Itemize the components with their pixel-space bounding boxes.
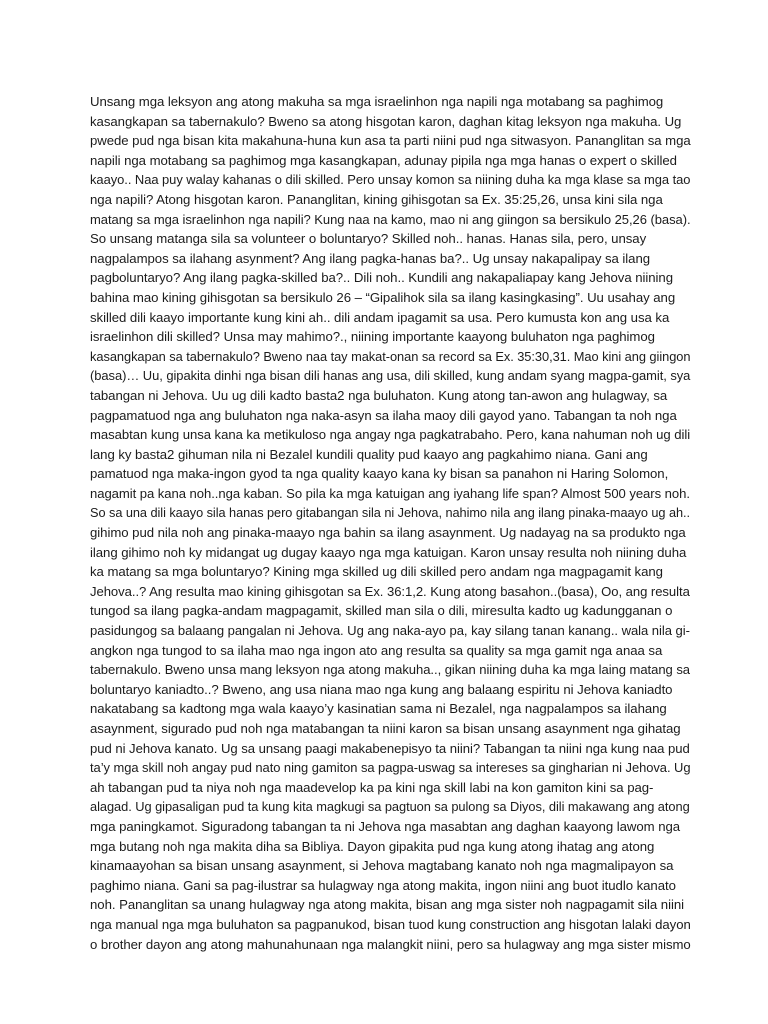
text-line: nga manual nga mga buluhaton sa pagpanukod, bisan tuod kung construction ang hisgotan lalaki dayon xyxy=(90,916,691,932)
text-line: tungod sa ilang pagka-andam magpagamit, skilled man sila o dili, miresulta kadto ug kadungganan o xyxy=(90,603,673,619)
text-line: pud ni Jehova kanato. Ug sa unsang paagi makabenepisyo ta niini? Tabangan ta niini nga kung naa pud xyxy=(90,740,690,756)
text-line: ah tabangan pud ta niya noh nga maadevelop ka pa kini nga skill labi na kon gamiton kini sa pag- xyxy=(90,779,654,795)
text-line: mga paningkamot. Siguradong tabangan ta ni Jehova nga masabtan ang daghan kaayong lawom nga xyxy=(90,818,681,834)
text-line: lang ky basta2 gihuman nila ni Bezalel kundili quality pud kaayo ang pagkahimo niana. Gani ang xyxy=(90,446,648,462)
text-line: pagboluntaryo? Ang ilang pagka-skilled ba?.. Dili noh.. Kundili ang nakapaliapay kang Jehova niining xyxy=(90,270,673,286)
text-line: paghimo niana. Gani sa pag-ilustrar sa hulagway nga atong makita, ingon niini ang buot itudlo kanato xyxy=(90,877,676,893)
text-line: ka matang sa mga boluntaryo? Kining mga skilled ug dili skilled pero andam nga magpagamit kang xyxy=(90,564,663,580)
text-line: tabangan ni Jehova. Uu ug dili kadto basta2 nga buluhaton. Kung atong tan-awon ang hulagway, sa xyxy=(90,387,668,403)
text-line: nga napili? Atong hisgotan karon. Pananglitan, kining gihisgotan sa Ex. 35:25,26, unsa kini sila nga xyxy=(90,191,663,207)
text-line: kinamaayohan sa bisan unsang asaynment, si Jehova magtabang kanato noh nga magmalipayon sa xyxy=(90,858,674,874)
text-line: angkon nga tungod to sa ilaha mao nga ingon ato ang resulta sa quality sa mga gamit nga anaa sa xyxy=(90,642,663,658)
text-line: ta’y mga skill noh angay pud nato ning gamiton sa pagpa-uswag sa intereses sa gingharian ni Jehova. Ug xyxy=(90,760,691,776)
text-line: kasangkapan sa tabernakulo? Bweno naa tay makat-onan sa record sa Ex. 35:30,31. Mao kini ang giingon xyxy=(90,348,691,364)
text-line: alagad. Ug gipasaligan pud ta kung kita magkugi sa pagtuon sa pulong sa Diyos, dili makawang ang atong xyxy=(90,799,690,815)
text-line: (basa)… Uu, gipakita dinhi nga bisan dili hanas ang usa, dili skilled, kung andam syang magpa-gamit, sya xyxy=(90,368,691,384)
text-line: israelinhon dili skilled? Unsa may mahimo?., niining importante kaayong buluhaton nga paghimog xyxy=(90,329,655,345)
text-line: masabtan kung unsa kana ka metikuloso nga angay nga pagkatrabaho. Pero, kana nahuman noh ug dili xyxy=(90,427,691,443)
text-line: gihimo pud nila noh ang pinaka-maayo nga bahin sa ilang asaynment. Ug nadayag na sa produkto nga xyxy=(90,525,686,541)
text-line: pasidungog sa balaang pangalan ni Jehova. Ug ang naka-ayo pa, kay silang tanan kanang.. wala nila gi- xyxy=(90,623,690,639)
text-line: ilang gihimo noh ky midangat ug dugay kaayo nga mga katuigan. Karon unsay resulta noh niining duha xyxy=(90,544,687,560)
text-line: napili nga motabang sa paghimog mga kasangkapan, adunay pipila nga mga hanas o expert o skilled xyxy=(90,152,677,168)
text-line: noh. Pananglitan sa unang hulagway nga atong makita, bisan ang mga sister noh nagpagamit sila niini xyxy=(90,897,685,913)
text-line: kasangkapan sa tabernakulo? Bweno sa atong hisgotan karon, daghan kitag leksyon nga makuha. Ug xyxy=(90,113,682,129)
text-line: bahina mao kining gihisgotan sa bersikulo 26 – “Gipalihok sila sa ilang kasingkasing”. Uu usahay ang xyxy=(90,289,676,305)
text-line: tabernakulo. Bweno unsa mang leksyon nga atong makuha.., gikan niining duha ka mga laing matang sa xyxy=(90,662,691,678)
body-text xyxy=(90,92,690,954)
text-line: asaynment, sigurado pud noh nga matabangan ta niini karon sa bisan unsang asaynment nga gihatag xyxy=(90,721,681,736)
text-line: Jehova..? Ang resulta mao kining gihisgotan sa Ex. 36:1,2. Kung atong basahon..(basa), Oo, ang resulta xyxy=(90,583,690,599)
text-line: pamatuod nga maka-ingon gyod ta nga quality kaayo kana ky bisan sa panahon ni Haring Solomon, xyxy=(90,466,669,482)
text-line: boluntaryo kaniadto..? Bweno, ang usa niana mao nga kung ang balaang espiritu ni Jehova kaniadto xyxy=(90,681,673,697)
text-line: nagamit pa kana noh..nga kaban. So pila ka mga katuigan ang iyahang life span? Almost 500 years noh. xyxy=(90,485,690,501)
text-line: skilled dili kaayo importante kung kini ah.. dili andam ipagamit sa usa. Pero kumusta kon ang usa ka xyxy=(90,309,670,325)
text-line: matang sa mga israelinhon nga napili? Kung naa na kamo, mao ni ang giingon sa bersikulo 25,26 (basa). xyxy=(90,211,691,227)
text-line: So unsang matanga sila sa volunteer o boluntaryo? Skilled noh.. hanas. Hanas sila, pero, unsay xyxy=(90,231,647,247)
text-line: pwede pud nga bisan kita makahuna-huna kun asa ta parti niini pud nga sitwasyon. Pananglitan sa mga xyxy=(90,133,691,149)
text-line: nakatabang sa kadtong mga wala kaayo’y kasinatian sama ni Bezalel, nga nagpalampos sa ilahang xyxy=(90,701,667,717)
text-line: pagpamatuod nga ang buluhaton nga naka-asyn sa ilaha maoy dili gayod yano. Tabangan ta noh nga xyxy=(90,407,677,423)
text-line: Unsang mga leksyon ang atong makuha sa mga israelinhon nga napili nga motabang sa paghimog xyxy=(90,94,664,109)
text-line: nagpalampos sa ilahang asynment? Ang ilang pagka-hanas ba?.. Ug unsay nakapalipay sa ilang xyxy=(90,250,651,266)
text-line: o brother dayon ang atong mahunahunaan nga malangkit niini, pero sa hulagway ang mga sister mismo xyxy=(90,936,691,952)
text-line: mga butang noh nga makita diha sa Bibliya. Dayon gipakita pud nga kung atong ihatag ang atong xyxy=(90,838,655,854)
text-line: So sa una dili kaayo sila hanas pero gitabangan sila ni Jehova, nahimo nila ang ilang pinaka-maayo ug ah.. xyxy=(90,505,691,521)
text-line: kaayo.. Naa puy walay kahanas o dili skilled. Pero unsay komon sa niining duha ka mga klase sa mga tao xyxy=(90,172,691,188)
